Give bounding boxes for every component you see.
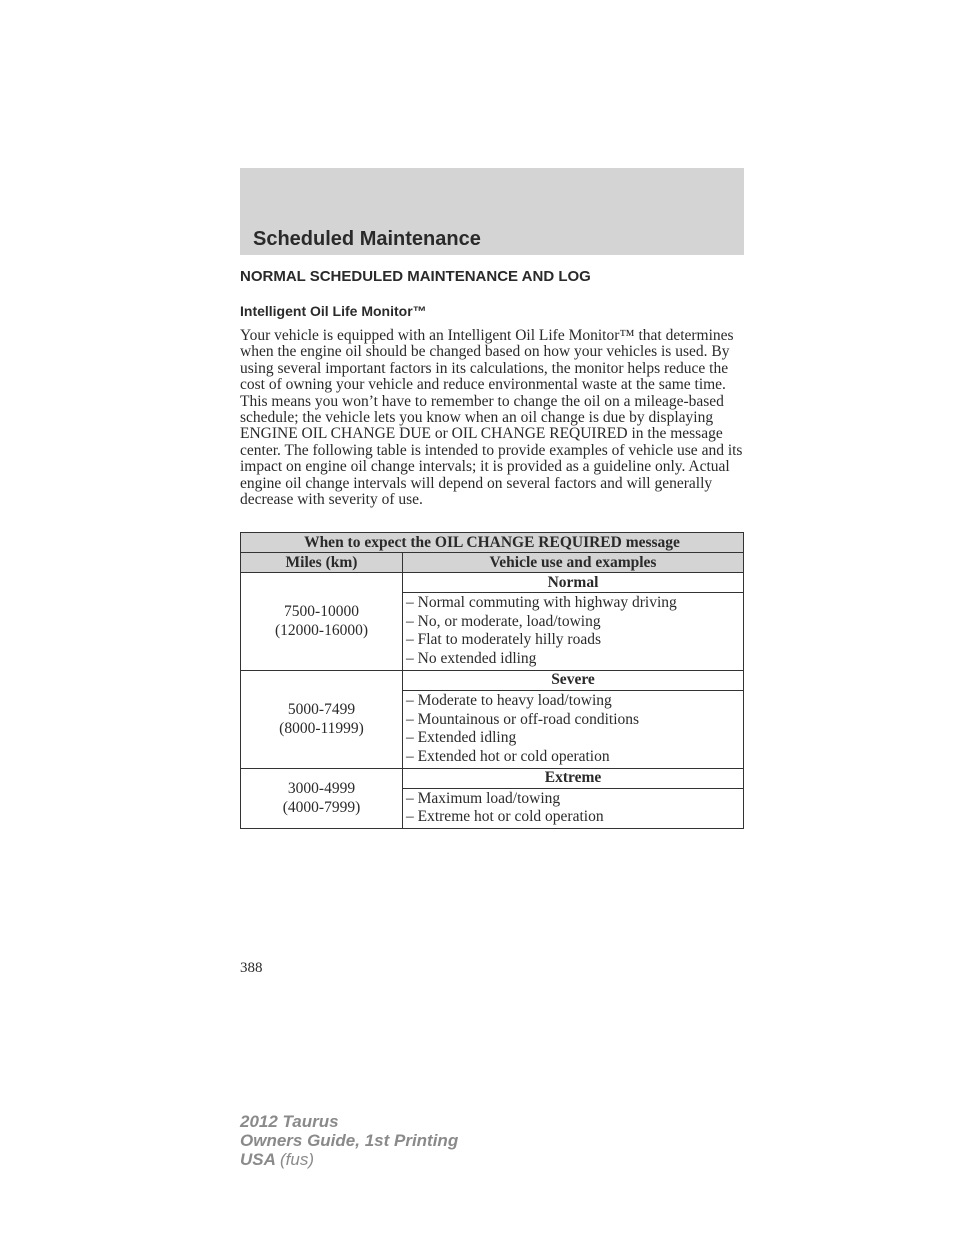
list-item: – Mountainous or off-road conditions: [406, 710, 640, 728]
column-header-vehicle-use: Vehicle use and examples: [403, 553, 744, 573]
footer-region: [240, 1150, 458, 1169]
table-row: [241, 670, 744, 690]
section-heading: NORMAL SCHEDULED MAINTENANCE AND LOG: [240, 268, 591, 285]
miles-range: 3000-4999: [287, 780, 356, 798]
list-item: – Extended idling: [406, 729, 517, 747]
table-row: [241, 573, 744, 593]
sub-heading: Intelligent Oil Life Monitor™: [240, 303, 427, 319]
list-item: – Moderate to heavy load/towing: [406, 691, 612, 709]
chapter-header-band: [240, 168, 744, 255]
footer-edition: Owners Guide, 1st Printing: [240, 1131, 459, 1150]
footer-model: 2012 Taurus: [240, 1112, 339, 1131]
table-row: [241, 768, 744, 788]
miles-range: 5000-7499: [287, 701, 356, 719]
miles-range: 7500-10000: [284, 603, 359, 621]
footer-imprint: [240, 1112, 458, 1169]
list-item: – Flat to moderately hilly roads: [406, 631, 602, 649]
examples-cell: [403, 593, 744, 671]
list-item: – Normal commuting with highway driving: [406, 594, 677, 611]
km-range: (8000-11999): [279, 720, 364, 738]
category-label: Extreme: [403, 768, 744, 788]
footer-country: USA: [240, 1150, 276, 1169]
table-header-row: [241, 553, 744, 573]
examples-cell: [403, 690, 744, 768]
miles-cell: [241, 670, 403, 768]
page-number: 388: [240, 960, 263, 976]
list-item: – Extended hot or cold operation: [406, 747, 610, 765]
examples-cell: [403, 788, 744, 828]
table-title: When to expect the OIL CHANGE REQUIRED message: [241, 533, 744, 553]
body-paragraph: Your vehicle is equipped with an Intelligent Oil Life Monitor™ that determines when the engine oil should be changed based on how your vehicles is used. By using several important factors in its calculations, the monitor helps reduce the cost of owning your vehicle and reduce environmental waste at the same time. This means you won’t have to remember to change the oil on a mileage-based schedule; the vehicle lets you know when an oil change is due by displaying ENGINE OIL CHANGE DUE or OIL CHANGE REQUIRED in the message center. The following table is intended to provide examples of vehicle use and its impact on engine oil change intervals; it is provided as a guideline only. Actual engine oil change intervals will depend on several factors and will generally decrease with severity of use.: [240, 327, 743, 509]
table-title-row: [241, 533, 744, 553]
km-range: (4000-7999): [282, 799, 361, 817]
footer-region-code: (fus): [280, 1150, 314, 1169]
km-range: (12000-16000): [275, 622, 368, 640]
category-label: Severe: [403, 670, 744, 690]
miles-cell: [241, 768, 403, 828]
list-item: – No, or moderate, load/towing: [406, 612, 601, 630]
list-item: – No extended idling: [406, 650, 537, 668]
list-item: – Maximum load/towing: [406, 789, 561, 807]
category-label: Normal: [403, 573, 744, 593]
miles-cell: [241, 573, 403, 671]
chapter-title: Scheduled Maintenance: [253, 228, 481, 250]
list-item: – Extreme hot or cold operation: [406, 808, 604, 826]
column-header-miles: Miles (km): [241, 553, 403, 573]
oil-change-table: [240, 532, 744, 829]
